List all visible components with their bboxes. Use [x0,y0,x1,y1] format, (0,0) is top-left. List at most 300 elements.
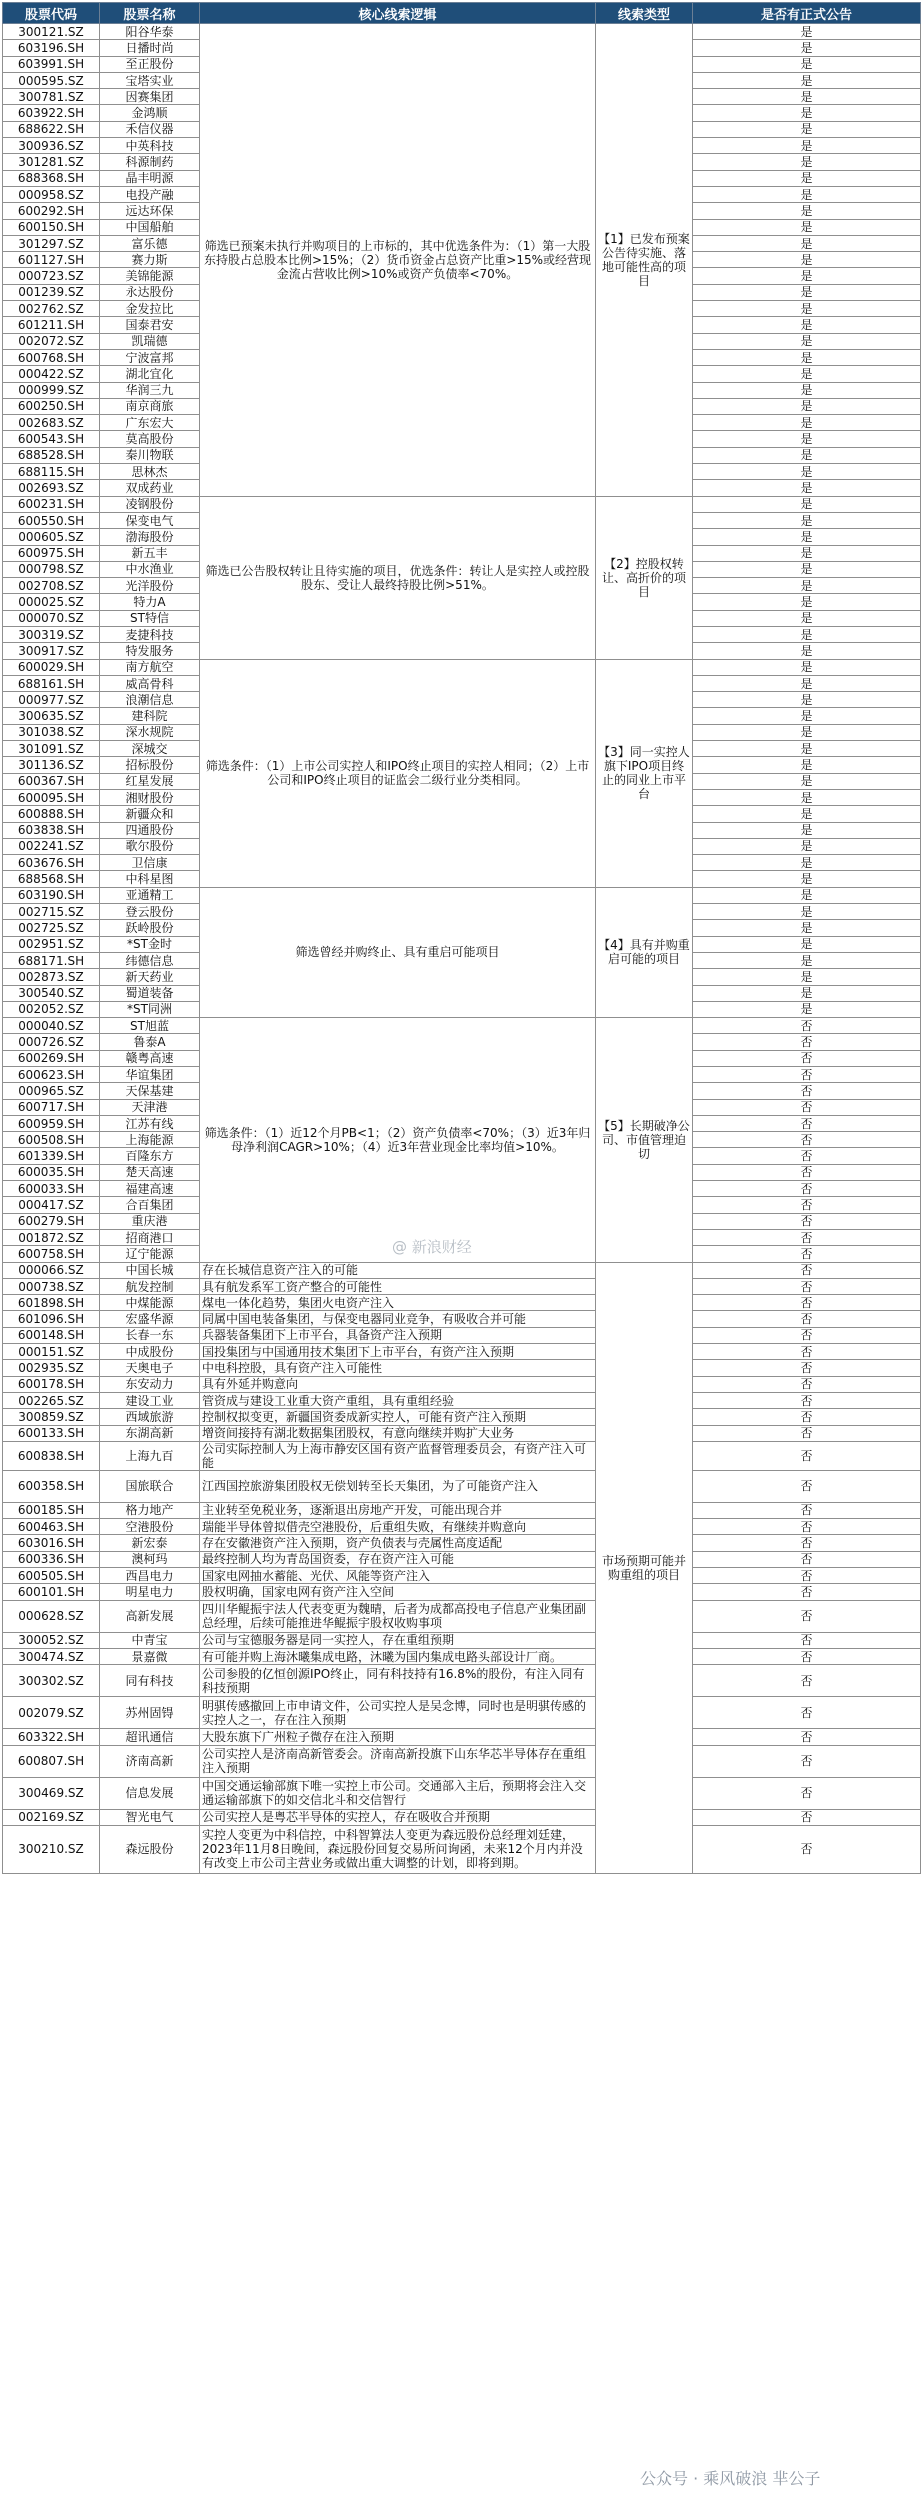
stock-code: 601211.SH [3,317,100,333]
stock-code: 688528.SH [3,447,100,463]
row-core-logic: 最终控制人均为青岛国资委，存在资产注入可能 [200,1551,596,1567]
announced-flag: 是 [693,235,921,251]
stock-code: 301136.SZ [3,757,100,773]
announced-flag: 否 [693,1665,921,1697]
table-row [3,1327,921,1343]
stock-name: 新疆众和 [100,806,200,822]
announced-flag: 是 [693,985,921,1001]
stock-code: 002265.SZ [3,1392,100,1408]
stock-code: 301091.SZ [3,741,100,757]
announced-flag: 否 [693,1213,921,1229]
stock-code: 000417.SZ [3,1197,100,1213]
announced-flag: 是 [693,920,921,936]
stock-code: 300469.SZ [3,1777,100,1809]
header-core-logic: 核心线索逻辑 [200,3,596,24]
stock-code: 002241.SZ [3,838,100,854]
stock-name: 中国船舶 [100,219,200,235]
stock-code: 002079.SZ [3,1697,100,1729]
table-row [3,1648,921,1664]
stock-name: 晶丰明源 [100,170,200,186]
stock-name: 深城交 [100,741,200,757]
stock-code: 600033.SH [3,1181,100,1197]
stock-name: 同有科技 [100,1665,200,1697]
stock-name: ST特信 [100,610,200,626]
stock-code: 600550.SH [3,512,100,528]
announced-flag: 否 [693,1344,921,1360]
announced-flag: 否 [693,1197,921,1213]
group-core-logic: 筛选条件：（1）近12个月PB<1；（2）资产负债率<70%；（3）近3年归母净利润CAGR>10%；（4）近3年营业现金比率均值>10%。 [200,1018,596,1262]
stock-name: 西昌电力 [100,1568,200,1584]
row-core-logic: 四川华鲲振宇法人代表变更为魏晴，后者为成都高投电子信息产业集团副总经理，后续可能推进华鲲振宇股权收购事项 [200,1600,596,1632]
stock-name: 卫信康 [100,855,200,871]
stock-code: 000798.SZ [3,561,100,577]
table-row [3,1441,921,1470]
stock-name: 永达股份 [100,284,200,300]
announced-flag: 是 [693,382,921,398]
stock-name: 中英科技 [100,138,200,154]
stock-code: 688161.SH [3,675,100,691]
stock-name: 赛力斯 [100,252,200,268]
stock-code: 601096.SH [3,1311,100,1327]
row-core-logic: 具有航发系军工资产整合的可能性 [200,1278,596,1294]
stock-code: 300917.SZ [3,643,100,659]
stock-name: 歌尔股份 [100,838,200,854]
stock-code: 000040.SZ [3,1018,100,1034]
stock-code: 600269.SH [3,1050,100,1066]
stock-name: 西域旅游 [100,1409,200,1425]
stock-name: 苏州固锝 [100,1697,200,1729]
stock-code: 300121.SZ [3,24,100,40]
table-header-row [3,3,921,24]
stock-code: 600029.SH [3,659,100,675]
stock-code: 000726.SZ [3,1034,100,1050]
stock-code: 002169.SZ [3,1809,100,1825]
stock-code: 301281.SZ [3,154,100,170]
stock-code: 300052.SZ [3,1632,100,1648]
stock-name: 新五丰 [100,545,200,561]
stock-name: 招商港口 [100,1229,200,1245]
stock-code: 300635.SZ [3,708,100,724]
announced-flag: 是 [693,105,921,121]
stock-name: 保变电气 [100,512,200,528]
announced-flag: 否 [693,1551,921,1567]
announced-flag: 是 [693,203,921,219]
stock-name: 至正股份 [100,56,200,72]
stock-name: 澳柯玛 [100,1551,200,1567]
stock-code: 002052.SZ [3,1001,100,1017]
stock-code: 000958.SZ [3,186,100,202]
row-core-logic: 公司参股的亿恒创源IPO终止，同有科技持有16.8%的股份，有注入同有科技预期 [200,1665,596,1697]
stock-code: 600336.SH [3,1551,100,1567]
announced-flag: 是 [693,692,921,708]
stock-name: 特力A [100,594,200,610]
announced-flag: 是 [693,121,921,137]
stock-code: 688368.SH [3,170,100,186]
announced-flag: 否 [693,1584,921,1600]
row-core-logic: 实控人变更为中科信控，中科智算法人变更为森远股份总经理刘廷建，2023年11月8日晚间，森远股份回复交易所问询函，未来12个月内并没有改变上市公司主营业务或做出重大调整的计划，即将到期。 [200,1825,596,1873]
announced-flag: 是 [693,969,921,985]
stock-code: 002683.SZ [3,415,100,431]
table-row [3,1600,921,1632]
announced-flag: 否 [693,1470,921,1502]
stock-code: 600178.SH [3,1376,100,1392]
stock-name: 楚天高速 [100,1164,200,1180]
stock-name: 广东宏大 [100,415,200,431]
announced-flag: 是 [693,545,921,561]
stock-code: 603016.SH [3,1535,100,1551]
stock-name: 百隆东方 [100,1148,200,1164]
announced-flag: 是 [693,610,921,626]
announced-flag: 是 [693,887,921,903]
announced-flag: 否 [693,1050,921,1066]
announced-flag: 是 [693,952,921,968]
row-core-logic: 存在长城信息资产注入的可能 [200,1262,596,1278]
announced-flag: 否 [693,1568,921,1584]
stock-name: 四通股份 [100,822,200,838]
stock-name: 天奥电子 [100,1360,200,1376]
announced-flag: 否 [693,1295,921,1311]
stock-name: 宝塔实业 [100,72,200,88]
stock-code: 600807.SH [3,1745,100,1777]
announced-flag: 是 [693,186,921,202]
stock-name: 红星发展 [100,773,200,789]
stock-name: 建科院 [100,708,200,724]
announced-flag: 否 [693,1409,921,1425]
group-clue-type: 【3】同一实控人旗下IPO项目终止的同业上市平台 [596,659,693,887]
announced-flag: 是 [693,464,921,480]
table-row [3,1809,921,1825]
stock-code: 002762.SZ [3,301,100,317]
announced-flag: 否 [693,1083,921,1099]
announced-flag: 是 [693,675,921,691]
announced-flag: 是 [693,708,921,724]
announced-flag: 否 [693,1729,921,1745]
announced-flag: 否 [693,1535,921,1551]
stock-code: 002708.SZ [3,578,100,594]
stock-code: 000723.SZ [3,268,100,284]
announced-flag: 是 [693,72,921,88]
announced-flag: 是 [693,724,921,740]
table-row [3,1502,921,1518]
table-row [3,1470,921,1502]
watermark-center: @ 新浪财经 [392,1238,472,1256]
stock-code: 000977.SZ [3,692,100,708]
row-core-logic: 兵器装备集团下上市平台，具备资产注入预期 [200,1327,596,1343]
stock-code: 002873.SZ [3,969,100,985]
announced-flag: 是 [693,89,921,105]
announced-flag: 否 [693,1278,921,1294]
stock-name: 建设工业 [100,1392,200,1408]
announced-flag: 否 [693,1425,921,1441]
stock-name: 宏盛华源 [100,1311,200,1327]
watermark-corner: 公众号 · 乘风破浪 芈公子 [640,2469,821,2488]
row-core-logic: 具有外延并购意向 [200,1376,596,1392]
announced-flag: 是 [693,643,921,659]
stock-name: 合百集团 [100,1197,200,1213]
stock-name: 航发控制 [100,1278,200,1294]
announced-flag: 是 [693,561,921,577]
row-core-logic: 公司与宝德服务器是同一实控人，存在重组预期 [200,1632,596,1648]
stock-name: 阳谷华泰 [100,24,200,40]
stock-name: 鲁泰A [100,1034,200,1050]
stock-name: 国泰君安 [100,317,200,333]
stock-name: 远达环保 [100,203,200,219]
announced-flag: 否 [693,1018,921,1034]
announced-flag: 是 [693,594,921,610]
announced-flag: 是 [693,138,921,154]
group-clue-type: 【1】已发布预案公告待实施、落地可能性高的项目 [596,24,693,497]
announced-flag: 是 [693,806,921,822]
announced-flag: 是 [693,838,921,854]
stock-code: 001239.SZ [3,284,100,300]
stock-code: 600758.SH [3,1246,100,1262]
stock-code: 000628.SZ [3,1600,100,1632]
announced-flag: 是 [693,659,921,675]
announced-flag: 否 [693,1697,921,1729]
stock-code: 300781.SZ [3,89,100,105]
stock-code: 300302.SZ [3,1665,100,1697]
table-row [3,1584,921,1600]
announced-flag: 是 [693,415,921,431]
row-core-logic: 管资成与建设工业重大资产重组，具有重组经验 [200,1392,596,1408]
row-core-logic: 国家电网抽水蓄能、光伏、风能等资产注入 [200,1568,596,1584]
stock-code: 002715.SZ [3,904,100,920]
table-row [3,1729,921,1745]
announced-flag: 是 [693,789,921,805]
announced-flag: 是 [693,741,921,757]
announced-flag: 是 [693,349,921,365]
group-core-logic: 筛选曾经并购终止、具有重启可能项目 [200,887,596,1017]
row-core-logic: 国投集团与中国通用技术集团下上市平台，有资产注入预期 [200,1344,596,1360]
announced-flag: 否 [693,1311,921,1327]
stock-name: 济南高新 [100,1745,200,1777]
table-row [3,1409,921,1425]
stock-code: 600838.SH [3,1441,100,1470]
announced-flag: 否 [693,1441,921,1470]
row-core-logic: 中国交通运输部旗下唯一实控上市公司。交通部入主后，预期将会注入交通运输部旗下的如交信北斗和交信智行 [200,1777,596,1809]
announced-flag: 是 [693,170,921,186]
announced-flag: 是 [693,398,921,414]
stock-name: 高新发展 [100,1600,200,1632]
stock-name: 亚通精工 [100,887,200,903]
stock-code: 600231.SH [3,496,100,512]
table-row [3,1568,921,1584]
stock-name: 麦捷科技 [100,626,200,642]
row-core-logic: 有可能并购上海沐曦集成电路，沐曦为国内集成电路头部设计厂商。 [200,1648,596,1664]
table-row [3,1745,921,1777]
table-row [3,1376,921,1392]
stock-name: 天津港 [100,1099,200,1115]
table-row [3,1535,921,1551]
stock-code: 600150.SH [3,219,100,235]
row-core-logic: 中电科控股，具有资产注入可能性 [200,1360,596,1376]
stock-name: 中青宝 [100,1632,200,1648]
announced-flag: 是 [693,366,921,382]
announced-flag: 是 [693,252,921,268]
stock-code: 600035.SH [3,1164,100,1180]
group-clue-type: 市场预期可能并购重组的项目 [596,1262,693,1873]
stock-code: 000025.SZ [3,594,100,610]
stock-code: 600505.SH [3,1568,100,1584]
announced-flag: 是 [693,24,921,40]
announced-flag: 是 [693,512,921,528]
stock-name: 重庆港 [100,1213,200,1229]
announced-flag: 是 [693,284,921,300]
announced-flag: 是 [693,1001,921,1017]
announced-flag: 否 [693,1632,921,1648]
header-stock-code: 股票代码 [3,3,100,24]
announced-flag: 是 [693,301,921,317]
table-row [3,1392,921,1408]
stock-code: 603196.SH [3,40,100,56]
stock-name: 秦川物联 [100,447,200,463]
row-core-logic: 大股东旗下广州粒子微存在注入预期 [200,1729,596,1745]
table-row [3,1777,921,1809]
table-row [3,1825,921,1873]
table-row [3,24,921,40]
stock-code: 600888.SH [3,806,100,822]
stock-name: 明星电力 [100,1584,200,1600]
stock-code: 000595.SZ [3,72,100,88]
stock-code: 600358.SH [3,1470,100,1502]
announced-flag: 否 [693,1809,921,1825]
stock-code: 002725.SZ [3,920,100,936]
group-core-logic: 筛选已公告股权转让且待实施的项目，优选条件：转让人是实控人或控股股东、受让人最终持股比例>51%。 [200,496,596,659]
row-core-logic: 公司实际控制人为上海市静安区国有资产监督管理委员会，有资产注入可能 [200,1441,596,1470]
stock-code: 600101.SH [3,1584,100,1600]
stock-code: 600717.SH [3,1099,100,1115]
announced-flag: 否 [693,1777,921,1809]
stock-code: 600623.SH [3,1067,100,1083]
announced-flag: 是 [693,447,921,463]
stock-name: 莫高股份 [100,431,200,447]
stock-name: 湖北宜化 [100,366,200,382]
stock-name: 新宏泰 [100,1535,200,1551]
announced-flag: 是 [693,154,921,170]
stock-code: 000066.SZ [3,1262,100,1278]
row-core-logic: 股权明确，国家电网有资产注入空间 [200,1584,596,1600]
stock-code: 000965.SZ [3,1083,100,1099]
table-row [3,1262,921,1278]
stock-name: 金鸿顺 [100,105,200,121]
stock-name: 长春一东 [100,1327,200,1343]
stock-name: 辽宁能源 [100,1246,200,1262]
announced-flag: 否 [693,1246,921,1262]
stock-name: 格力地产 [100,1502,200,1518]
stock-code: 600279.SH [3,1213,100,1229]
stock-name: 空港股份 [100,1519,200,1535]
stock-name: 智光电气 [100,1809,200,1825]
stock-name: 国旅联合 [100,1470,200,1502]
table-row [3,1551,921,1567]
announced-flag: 否 [693,1262,921,1278]
announced-flag: 否 [693,1825,921,1873]
announced-flag: 否 [693,1502,921,1518]
group-clue-type: 【2】控股权转让、高折价的项目 [596,496,693,659]
table-row [3,887,921,903]
stock-name: 凌钢股份 [100,496,200,512]
header-clue-type: 线索类型 [596,3,693,24]
stock-name: 美锦能源 [100,268,200,284]
header-stock-name: 股票名称 [100,3,200,24]
announced-flag: 否 [693,1519,921,1535]
stock-code: 300474.SZ [3,1648,100,1664]
announced-flag: 否 [693,1392,921,1408]
stock-name: 日播时尚 [100,40,200,56]
stock-code: 603838.SH [3,822,100,838]
stock-code: 000151.SZ [3,1344,100,1360]
table-row [3,1519,921,1535]
stock-name: 中水渔业 [100,561,200,577]
stock-code: 002935.SZ [3,1360,100,1376]
group-clue-type: 【4】具有并购重启可能的项目 [596,887,693,1017]
stock-name: 禾信仪器 [100,121,200,137]
stock-code: 688622.SH [3,121,100,137]
stock-code: 300859.SZ [3,1409,100,1425]
stock-code: 301038.SZ [3,724,100,740]
announced-flag: 是 [693,757,921,773]
announced-flag: 是 [693,822,921,838]
group-core-logic: 筛选条件：（1）上市公司实控人和IPO终止项目的实控人相同；（2）上市公司和IPO终止项目的证监会二级行业分类相同。 [200,659,596,887]
stock-code: 600367.SH [3,773,100,789]
stock-name: 电投产融 [100,186,200,202]
table-row [3,1665,921,1697]
stock-code: 600768.SH [3,349,100,365]
row-core-logic: 明骐传感撤回上市申请文件，公司实控人是吴念博，同时也是明骐传感的实控人之一，存在注入预期 [200,1697,596,1729]
stock-name: ST旭蓝 [100,1018,200,1034]
table-row [3,659,921,675]
stock-name: 景嘉微 [100,1648,200,1664]
row-core-logic: 煤电一体化趋势，集团火电资产注入 [200,1295,596,1311]
stock-name: *ST同洲 [100,1001,200,1017]
stock-code: 688171.SH [3,952,100,968]
stock-name: 森远股份 [100,1825,200,1873]
stock-name: 浪潮信息 [100,692,200,708]
stock-name: 招标股份 [100,757,200,773]
stock-name: 金发拉比 [100,301,200,317]
stock-name: 南京商旅 [100,398,200,414]
stock-code: 600543.SH [3,431,100,447]
table-row [3,1278,921,1294]
stock-name: 华润三九 [100,382,200,398]
announced-flag: 否 [693,1648,921,1664]
announced-flag: 否 [693,1115,921,1131]
announced-flag: 否 [693,1181,921,1197]
announced-flag: 否 [693,1067,921,1083]
announced-flag: 否 [693,1229,921,1245]
stock-code: 601898.SH [3,1295,100,1311]
stock-code: 000422.SZ [3,366,100,382]
announced-flag: 是 [693,855,921,871]
stock-name: 跃岭股份 [100,920,200,936]
stock-code: 300210.SZ [3,1825,100,1873]
stock-code: 601127.SH [3,252,100,268]
row-core-logic: 瑞能半导体曾拟借壳空港股份，后重组失败，有继续并购意向 [200,1519,596,1535]
row-core-logic: 江西国控旅游集团股权无偿划转至长天集团，为了可能资产注入 [200,1470,596,1502]
announced-flag: 否 [693,1099,921,1115]
stock-code: 600133.SH [3,1425,100,1441]
table-row [3,1018,921,1034]
stock-code: 300936.SZ [3,138,100,154]
table-row [3,1360,921,1376]
announced-flag: 是 [693,317,921,333]
stock-code: 002693.SZ [3,480,100,496]
announced-flag: 是 [693,871,921,887]
group-core-logic: 筛选已预案未执行并购项目的上市标的，其中优选条件为：（1）第一大股东持股占总股本比例>15%；（2）货币资金占总资产比重>15%或经营现金流占营收比例>10%或资产负债率<70%。 [200,24,596,497]
stock-code: 603190.SH [3,887,100,903]
announced-flag: 否 [693,1164,921,1180]
announced-flag: 是 [693,431,921,447]
